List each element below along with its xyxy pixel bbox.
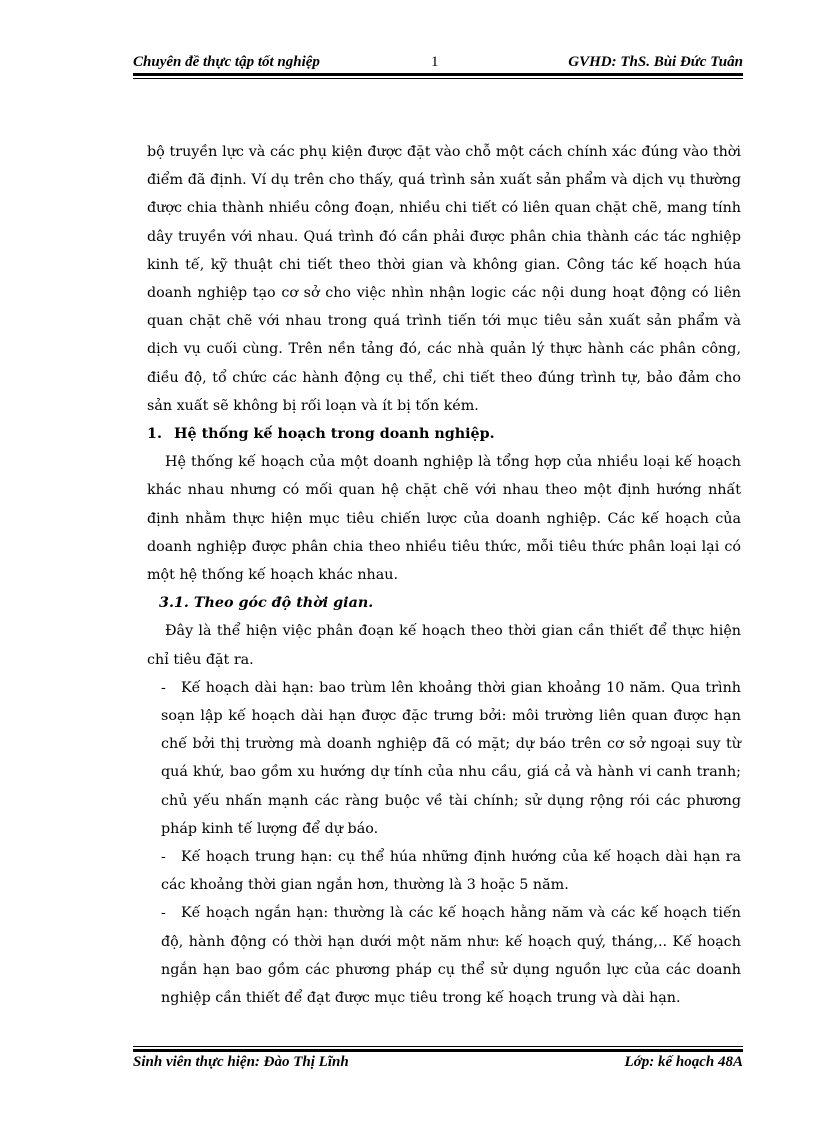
- bullet-dash: -: [161, 679, 166, 696]
- header-page-number: 1: [431, 54, 439, 70]
- section-number: 1.: [147, 426, 162, 443]
- bullet-short-term-plan: [147, 899, 741, 1012]
- page-header: [133, 50, 743, 74]
- section-title: Hệ thống kế hoạch trong doanh nghiệp.: [174, 426, 495, 443]
- footer-divider: [133, 1046, 743, 1052]
- bullet-text: Kế hoạch ngắn hạn: thường là các kế hoạch hằng năm và các kế hoạch tiến độ, hành động có thời hạn dưới một năm như: kế hoạch quý, tháng,.. Kế hoạch ngắn hạn bao gồm các phương pháp cụ thể sử dụng nguồn lực của các doanh nghiệp cần thiết để đạt được mục tiêu trong kế hoạch trung và dài hạn.: [161, 905, 741, 1007]
- subsection-heading: 3.1. Theo góc độ thời gian.: [159, 595, 374, 612]
- bullet-dash: -: [161, 905, 166, 922]
- section-paragraph: Hệ thống kế hoạch của một doanh nghiệp là tổng hợp của nhiều loại kế hoạch khác nhau nhưng có mối quan hệ chặt chẽ với nhau theo một định hướng nhất định nhằm thực hiện mục tiêu chiến lược của doanh nghiệp. Các kế hoạch của doanh nghiệp được phân chia theo nhiều tiêu thức, mỗi tiêu thức phân loại lại có một hệ thống kế hoạch khác nhau.: [147, 454, 741, 584]
- section-heading: [147, 420, 741, 448]
- bullet-mid-term-plan: [147, 843, 741, 899]
- bullet-dash: -: [161, 849, 166, 866]
- header-supervisor: GVHD: ThS. Bùi Đức Tuân: [568, 54, 743, 70]
- bullet-long-term-plan: [147, 674, 741, 843]
- bullet-text: Kế hoạch trung hạn: cụ thể húa những định hướng của kế hoạch dài hạn ra các khoảng thời gian ngắn hơn, thường là 3 hoặc 5 năm.: [161, 849, 741, 894]
- header-document-title: Chuyên đề thực tập tốt nghiệp: [133, 54, 320, 70]
- footer-student: Sinh viên thực hiện: Đào Thị Lĩnh: [133, 1054, 349, 1070]
- footer-class: Lớp: kế hoạch 48A: [624, 1054, 743, 1070]
- bullet-text: Kế hoạch dài hạn: bao trùm lên khoảng thời gian khoảng 10 năm. Qua trình soạn lập kế hoạch dài hạn được đặc trưng bởi: môi trường liên quan được hạn chế bởi thị trường mà doanh nghiệp đã có mặt; dự báo trên cơ sở ngoại suy từ quá khứ, bao gồm xu hướng dự tính của nhu cầu, giá cả và hành vi canh tranh; chủ yếu nhấn mạnh các ràng buộc về tài chính; sử dụng rộng rói các phương pháp kinh tế lượng để dự báo.: [161, 679, 741, 837]
- subsection-paragraph: Đây là thể hiện việc phân đoạn kế hoạch theo thời gian cần thiết để thực hiện chỉ tiêu đặt ra.: [147, 623, 741, 668]
- document-body: [147, 138, 741, 1012]
- intro-paragraph: bộ truyền lực và các phụ kiện được đặt vào chỗ một cách chính xác đúng vào thời điểm đã định. Ví dụ trên cho thấy, quá trình sản xuất sản phẩm và dịch vụ thường được chia thành nhiều công đoạn, nhiều chi tiết có liên quan chặt chẽ, mang tính dây truyền với nhau. Quá trình đó cần phải được phân chia thành các tác nghiệp kinh tế, kỹ thuật chi tiết theo thời gian và không gian. Công tác kế hoạch húa doanh nghiệp tạo cơ sở cho việc nhìn nhận logic các nội dung hoạt động có liên quan chặt chẽ với nhau trong quá trình tiến tới mục tiêu sản xuất sản phẩm và dịch vụ cuối cùng. Trên nền tảng đó, các nhà quản lý thực hành các phân công, điều độ, tổ chức các hành động cụ thể, chi tiết theo đúng trình tự, bảo đảm cho sản xuất sẽ không bị rối loạn và ít bị tốn kém.: [147, 144, 741, 414]
- header-divider: [133, 73, 743, 79]
